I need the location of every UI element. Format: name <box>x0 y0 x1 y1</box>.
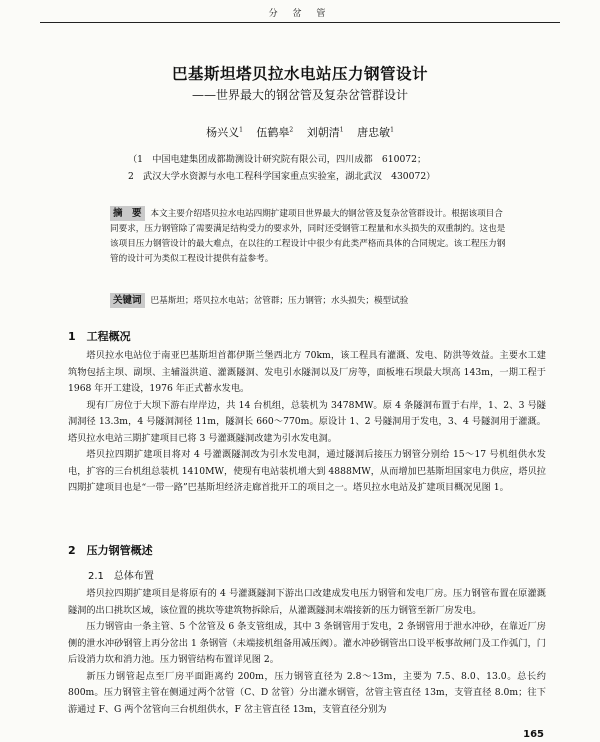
keywords-label: 关键词 <box>110 293 145 308</box>
affiliation-2: 2 武汉大学水资源与水电工程科学国家重点实验室，湖北武汉 430072） <box>128 171 436 182</box>
abstract-label: 摘 要 <box>110 206 145 221</box>
abstract <box>110 206 510 267</box>
paragraph: 塔贝拉水电站位于南亚巴基斯坦首都伊斯兰堡西北方 70km，该工程具有灌溉、发电、防洪等效益。主要水工建筑物包括主坝、副坝、主辅溢洪道、灌溉隧洞、发电引水隧洞以及厂房等，面板堆石坝最大坝高 143m，一期工程于 1968 年开工建设，1976 年正式蓄水发电。 <box>68 350 546 394</box>
section-1-heading: 1 工程概况 <box>68 330 131 343</box>
running-header: 分 岔 管 <box>40 6 560 23</box>
article-subtitle: ——世界最大的钢岔管及复杂岔管群设计 <box>191 88 408 102</box>
paragraph: 现有厂房位于大坝下游右岸岸边，共 14 台机组，总装机为 3478MW。原 4 条隧洞布置于右岸，1、2、3 号隧洞洞径 13.3m，4 号隧洞洞径 11m，隧洞长 660～770m。原设计 1、2 号隧洞用于发电，3、4 号隧洞用于灌溉。塔贝拉水电站三期扩建项目已将 3 号灌溉隧洞改建为引水发电洞。 <box>68 399 546 444</box>
keywords <box>110 293 510 309</box>
section-1-body <box>68 348 546 497</box>
paragraph: 塔贝拉四期扩建项目将对 4 号灌溉隧洞改为引水发电洞，通过隧洞后接压力钢管分别给 15～17 号机组供水发电，扩容的三台机组总装机 1410MW，使现有电站装机增大到 4888MW，从而增加巴基斯坦国家电力供应，塔贝拉四期扩建项目也是“一带一路”巴基斯坦经济走廊首批开工的项目之一。塔贝拉水电站及扩建项目概况见图 1。 <box>68 449 546 493</box>
author: 伍鹤皋$^2$ <box>256 126 294 139</box>
keywords-text: 巴基斯坦；塔贝拉水电站；岔管群；压力钢管；水头损失；模型试验 <box>150 296 409 306</box>
abstract-text: 本文主要介绍塔贝拉水电站四期扩建项目世界最大的钢岔管及复杂岔管群设计。根据该项目合同要求，压力钢管除了需要满足结构受力的要求外，同时还受钢管工程量和水头损失的双重制约。这也是该项目压力钢管设计的最大难点，在以往的工程设计中很少有此类严格而具体的合同规定。该工程压力钢管的设计可为类似工程设计提供有益参考。 <box>110 209 506 264</box>
paragraph: 塔贝拉四期扩建项目是将原有的 4 号灌溉隧洞下游出口改建成发电压力钢管和发电厂房。压力钢管布置在原灌溉隧洞的出口挑坎区域，该位置的挑坎等建筑物拆除后，从灌溉隧洞末端接新的压力钢管至新厂房发电。 <box>68 588 546 616</box>
author: 刘朝清$^1$ <box>306 126 344 139</box>
affiliation-1: （1 中国电建集团成都勘测设计研究院有限公司，四川成都 610072； <box>128 154 427 165</box>
section-2-body <box>68 586 546 718</box>
author-list <box>0 124 600 140</box>
page-number: 165 <box>523 729 544 740</box>
section-2-heading: 2 压力钢管概述 <box>68 544 153 557</box>
paragraph: 压力钢管由一条主管、5 个岔管及 6 条支管组成，其中 3 条钢管用于发电，2 条钢管用于泄水冲砂，在靠近厂房侧的泄水冲砂钢管上再分岔出 1 条钢管（未端接机组备用减压阀）。灌水冲砂钢管出口设平板事故闸门及工作弧门，门后设消力坎和消力池。压力钢管结构布置详见图 2。 <box>68 621 546 665</box>
paragraph: 新压力钢管起点至厂房平面距离约 200m，压力钢管直径为 2.8～13m，主要为 7.5、8.0、13.0。总长约 800m。压力钢管主管在侧通过两个岔管（C、D 岔管）分出灌水钢管，岔管主管直径 13m，支管直径 8.0m；往下游通过 F、G 两个岔管向三台机组供水，F 岔主管直径 13m，支管直径分别为 <box>68 670 546 715</box>
author: 杨兴义$^1$ <box>206 126 243 139</box>
section-2-1-heading: 2.1 总体布置 <box>88 571 154 582</box>
article-title: 巴基斯坦塔贝拉水电站压力钢管设计 <box>171 64 428 83</box>
author: 唐忠敏$^1$ <box>357 126 394 139</box>
